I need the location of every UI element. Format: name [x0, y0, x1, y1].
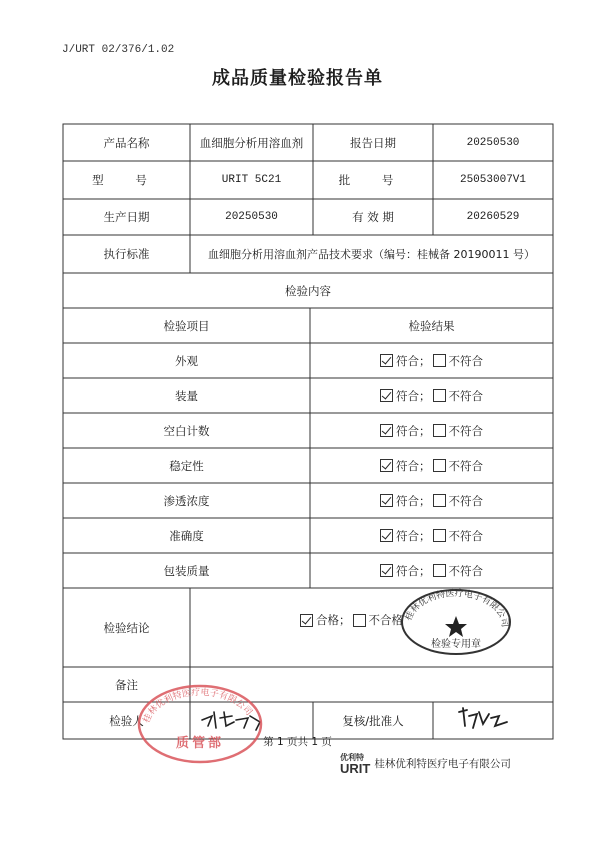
column-header-item: 检验项目: [163, 318, 210, 333]
fail-checkbox[interactable]: [433, 459, 446, 472]
fail-label: 不符合: [448, 563, 483, 578]
unqualified-checkbox[interactable]: [353, 614, 366, 627]
pass-label: 符合；: [396, 423, 431, 438]
standard-value: 血细胞分析用溶血剂产品技术要求（编号：桂械备 20190011 号）: [208, 248, 535, 261]
svg-text:检验专用章: 检验专用章: [431, 639, 481, 650]
expiry-value: 20260529: [466, 211, 520, 223]
product-name-label: 产品名称: [103, 135, 150, 150]
model-label: 型 号: [92, 173, 161, 187]
pass-label: 符合；: [396, 458, 431, 473]
production-date-label: 生产日期: [103, 210, 150, 224]
company-brand: [340, 752, 511, 774]
pass-label: 符合；: [396, 563, 431, 578]
qualified-checkbox[interactable]: [300, 614, 313, 627]
reviewer-signature: [455, 704, 515, 732]
product-name-value: 血细胞分析用溶血剂: [199, 135, 304, 150]
fail-checkbox[interactable]: [433, 354, 446, 367]
fail-label: 不符合: [448, 458, 483, 473]
company-logo-text: URIT: [340, 761, 371, 776]
unqualified-label: 不合格: [368, 613, 403, 627]
fail-checkbox[interactable]: [433, 564, 446, 577]
remarks-label: 备注: [115, 677, 138, 692]
pass-checkbox[interactable]: [380, 494, 393, 507]
document-title: 成品质量检验报告单: [212, 68, 383, 89]
item-result: [310, 483, 553, 518]
svg-text:桂林优利特医疗电子有限公司: 桂林优利特医疗电子有限公司: [403, 588, 510, 628]
model-value: URIT 5C21: [221, 174, 282, 186]
item-result: [310, 448, 553, 483]
production-date-value: 20250530: [225, 211, 278, 223]
pass-checkbox[interactable]: [380, 529, 393, 542]
company-name: 桂林优利特医疗电子有限公司: [374, 757, 511, 770]
pass-checkbox[interactable]: [380, 424, 393, 437]
pass-label: 符合；: [396, 353, 431, 368]
pass-checkbox[interactable]: [380, 389, 393, 402]
pass-label: 符合；: [396, 388, 431, 403]
expiry-label: 有 效 期: [352, 210, 394, 224]
conclusion-label: 检验结论: [103, 620, 150, 635]
item-name: 包装质量: [163, 563, 210, 578]
pass-checkbox[interactable]: [380, 354, 393, 367]
fail-checkbox[interactable]: [433, 424, 446, 437]
section-title: 检验内容: [285, 283, 331, 298]
fail-label: 不符合: [448, 528, 483, 543]
item-name: 外观: [175, 353, 198, 368]
conclusion-options: [300, 605, 403, 635]
column-header-result: 检验结果: [408, 318, 455, 333]
pass-checkbox[interactable]: [380, 564, 393, 577]
inspection-stamp: [398, 586, 514, 658]
item-result: [310, 378, 553, 413]
svg-text:质管部: 质管部: [175, 736, 225, 751]
company-logo: [340, 752, 370, 774]
item-name: 装量: [175, 388, 198, 403]
standard-label: 执行标准: [103, 247, 150, 261]
batch-value: 25053007V1: [459, 174, 526, 186]
item-result: [310, 413, 553, 448]
pass-label: 符合；: [396, 528, 431, 543]
batch-label: 批 号: [338, 173, 408, 187]
fail-checkbox[interactable]: [433, 389, 446, 402]
doc-number: J/URT 02/376/1.02: [62, 44, 175, 56]
reviewer-label: 复核/批准人: [342, 713, 404, 728]
pass-checkbox[interactable]: [380, 459, 393, 472]
report-date-value: 20250530: [466, 136, 520, 149]
item-result: [310, 518, 553, 553]
svg-text:桂林优利特医疗电子有限公司: 桂林优利特医疗电子有限公司: [141, 687, 254, 725]
fail-checkbox[interactable]: [433, 529, 446, 542]
item-result: [310, 553, 553, 588]
item-result: [310, 343, 553, 378]
qa-department-stamp: [136, 683, 264, 765]
fail-checkbox[interactable]: [433, 494, 446, 507]
fail-label: 不符合: [448, 423, 483, 438]
company-logo-cn: 优利特: [340, 753, 364, 762]
fail-label: 不符合: [448, 388, 483, 403]
pass-label: 符合；: [396, 493, 431, 508]
item-name: 空白计数: [163, 423, 210, 438]
item-name: 准确度: [169, 528, 204, 543]
fail-label: 不符合: [448, 353, 483, 368]
inspector-label: 检验人: [109, 713, 144, 728]
fail-label: 不符合: [448, 493, 483, 508]
report-date-label: 报告日期: [350, 135, 396, 150]
qualified-label: 合格；: [316, 613, 351, 627]
page-info: 第 1 页共 1 页: [263, 736, 332, 748]
item-name: 稳定性: [169, 458, 204, 473]
item-name: 渗透浓度: [163, 493, 210, 508]
